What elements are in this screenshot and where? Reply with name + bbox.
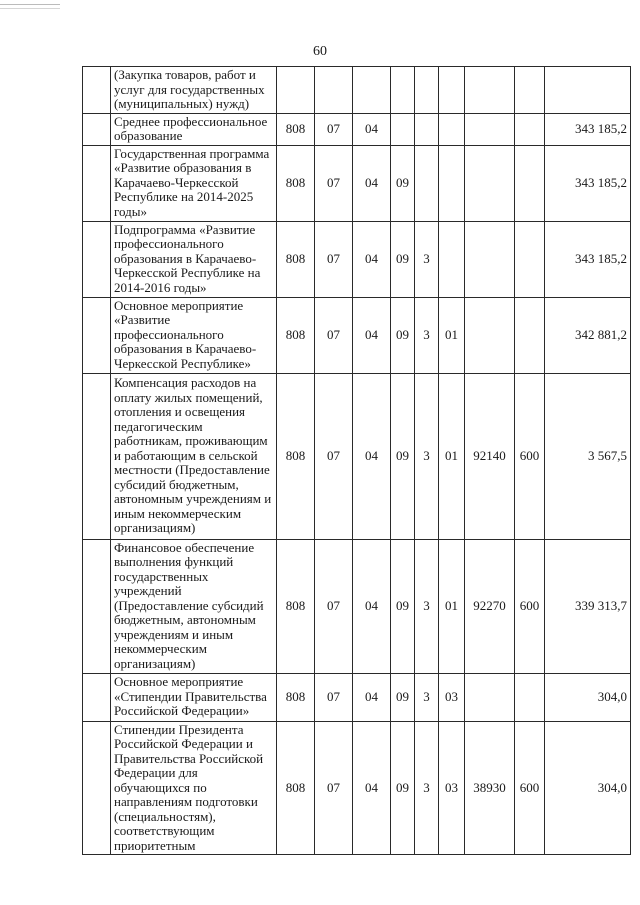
program-code: 09: [391, 539, 415, 673]
expense-type-code: 600: [515, 539, 545, 673]
item-name: Стипендии Президента Российской Федерации и Правительства Российской Федерации для обучающихся по направлениям подготовки (специальностям), соответствующим приоритетным: [111, 721, 277, 855]
table-row: [83, 539, 631, 673]
table-row: [83, 145, 631, 221]
expense-direction-code: [465, 221, 515, 297]
subsection-code: 04: [353, 721, 391, 855]
main-activity-code: [439, 145, 465, 221]
subsection-code: 04: [353, 673, 391, 721]
section-code: 07: [315, 539, 353, 673]
subprogram-code: 3: [415, 673, 439, 721]
section-code: [315, 67, 353, 114]
main-activity-code: 01: [439, 539, 465, 673]
item-name: Среднее профессиональное образование: [111, 113, 277, 145]
table-row: [83, 113, 631, 145]
subsection-code: 04: [353, 113, 391, 145]
subsection-code: [353, 67, 391, 114]
scan-edge-mark: [0, 4, 60, 9]
section-code: 07: [315, 373, 353, 539]
main-activity-code: [439, 221, 465, 297]
ministry-code: 808: [277, 373, 315, 539]
expense-direction-code: [465, 113, 515, 145]
item-name: Основное мероприятие «Стипендии Правительства Российской Федерации»: [111, 673, 277, 721]
ministry-code: 808: [277, 721, 315, 855]
item-name: Компенсация расходов на оплату жилых помещений, отопления и освещения педагогическим работникам, проживающим и работающим в сельской местности (Предоставление субсидий бюджетным, автономным учреждениям и иным некоммерческим организациям): [111, 373, 277, 539]
expense-direction-code: [465, 297, 515, 373]
item-name: (Закупка товаров, работ и услуг для государственных (муниципальных) нужд): [111, 67, 277, 114]
subprogram-code: 3: [415, 539, 439, 673]
budget-table: [82, 66, 631, 855]
ministry-code: 808: [277, 113, 315, 145]
amount: 304,0: [545, 673, 631, 721]
ministry-code: 808: [277, 221, 315, 297]
program-code: 09: [391, 145, 415, 221]
main-activity-code: 03: [439, 673, 465, 721]
amount: 339 313,7: [545, 539, 631, 673]
section-code: 07: [315, 721, 353, 855]
page-number: 60: [313, 44, 327, 59]
expense-direction-code: 92270: [465, 539, 515, 673]
expense-direction-code: [465, 673, 515, 721]
main-activity-code: 01: [439, 373, 465, 539]
subsection-code: 04: [353, 145, 391, 221]
main-activity-code: 01: [439, 297, 465, 373]
expense-type-code: [515, 673, 545, 721]
section-code: 07: [315, 297, 353, 373]
row-number-cell: [83, 67, 111, 114]
amount: 343 185,2: [545, 221, 631, 297]
amount: 343 185,2: [545, 113, 631, 145]
item-name: Подпрограмма «Развитие профессионального образования в Карачаево-Черкесской Республике на 2014-2016 годы»: [111, 221, 277, 297]
subprogram-code: 3: [415, 221, 439, 297]
program-code: 09: [391, 721, 415, 855]
amount: 342 881,2: [545, 297, 631, 373]
table-row: [83, 721, 631, 855]
program-code: 09: [391, 297, 415, 373]
subprogram-code: 3: [415, 721, 439, 855]
expense-type-code: [515, 67, 545, 114]
expense-type-code: [515, 145, 545, 221]
expense-type-code: 600: [515, 373, 545, 539]
table-row: [83, 221, 631, 297]
main-activity-code: [439, 113, 465, 145]
subprogram-code: [415, 145, 439, 221]
section-code: 07: [315, 673, 353, 721]
program-code: [391, 113, 415, 145]
program-code: [391, 67, 415, 114]
expense-direction-code: [465, 145, 515, 221]
section-code: 07: [315, 145, 353, 221]
table-row: [83, 297, 631, 373]
ministry-code: [277, 67, 315, 114]
item-name: Финансовое обеспечение выполнения функций государственных учреждений (Предоставление субсидий бюджетным, автономным учреждениям и иным некоммерческим организациям): [111, 539, 277, 673]
program-code: 09: [391, 673, 415, 721]
row-number-cell: [83, 297, 111, 373]
subsection-code: 04: [353, 539, 391, 673]
row-number-cell: [83, 145, 111, 221]
table-row: [83, 373, 631, 539]
row-number-cell: [83, 539, 111, 673]
item-name: Основное мероприятие «Развитие профессионального образования в Карачаево-Черкесской Республике»: [111, 297, 277, 373]
ministry-code: 808: [277, 539, 315, 673]
amount: [545, 67, 631, 114]
ministry-code: 808: [277, 297, 315, 373]
row-number-cell: [83, 673, 111, 721]
expense-type-code: 600: [515, 721, 545, 855]
expense-type-code: [515, 297, 545, 373]
expense-direction-code: 92140: [465, 373, 515, 539]
program-code: 09: [391, 221, 415, 297]
ministry-code: 808: [277, 145, 315, 221]
section-code: 07: [315, 113, 353, 145]
row-number-cell: [83, 221, 111, 297]
expense-direction-code: 38930: [465, 721, 515, 855]
subsection-code: 04: [353, 297, 391, 373]
expense-direction-code: [465, 67, 515, 114]
subsection-code: 04: [353, 221, 391, 297]
section-code: 07: [315, 221, 353, 297]
item-name: Государственная программа «Развитие образования в Карачаево-Черкесской Республике на 2014-2025 годы»: [111, 145, 277, 221]
subprogram-code: 3: [415, 373, 439, 539]
subsection-code: 04: [353, 373, 391, 539]
row-number-cell: [83, 721, 111, 855]
amount: 343 185,2: [545, 145, 631, 221]
subprogram-code: [415, 113, 439, 145]
main-activity-code: [439, 67, 465, 114]
row-number-cell: [83, 113, 111, 145]
subprogram-code: [415, 67, 439, 114]
program-code: 09: [391, 373, 415, 539]
expense-type-code: [515, 113, 545, 145]
amount: 3 567,5: [545, 373, 631, 539]
row-number-cell: [83, 373, 111, 539]
expense-type-code: [515, 221, 545, 297]
table-row: [83, 67, 631, 114]
ministry-code: 808: [277, 673, 315, 721]
subprogram-code: 3: [415, 297, 439, 373]
table-row: [83, 673, 631, 721]
main-activity-code: 03: [439, 721, 465, 855]
amount: 304,0: [545, 721, 631, 855]
